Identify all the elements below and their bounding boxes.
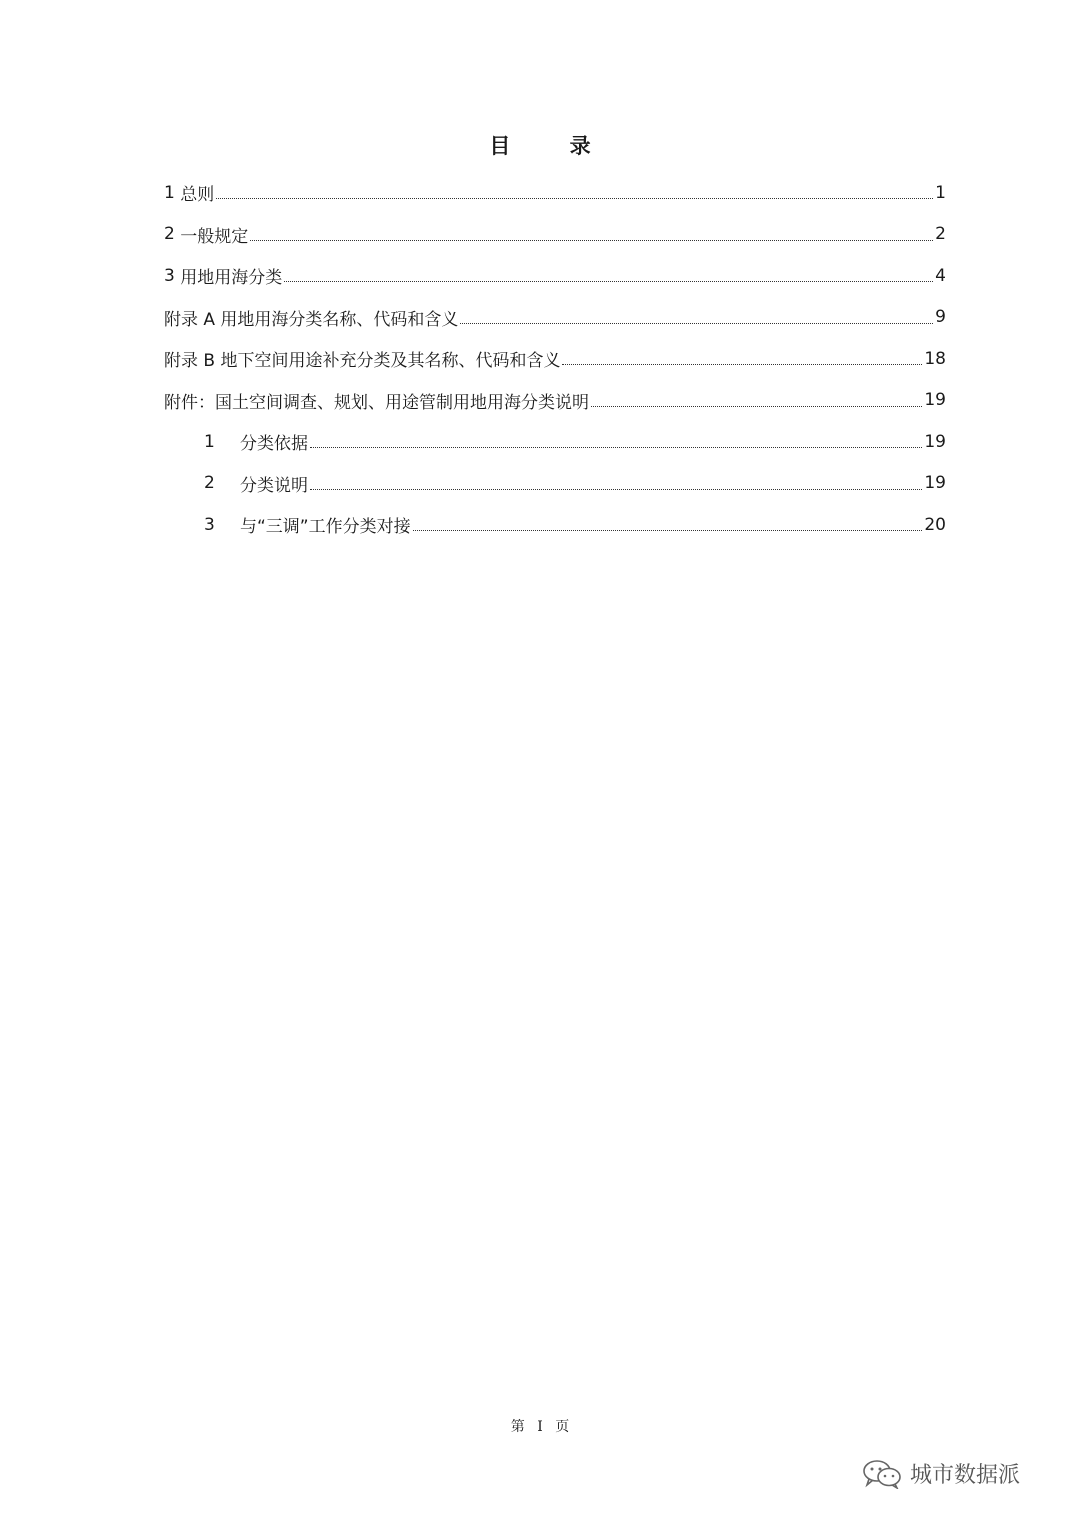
watermark-text: 城市数据派 [910, 1463, 1021, 1488]
toc-entry-page: 19 [924, 473, 946, 494]
toc-entry-label: 附录 B 地下空间用途补充分类及其名称、代码和含义 [164, 351, 561, 372]
toc-entry-page: 19 [924, 390, 946, 411]
toc-entry-label: 总则 [180, 185, 215, 206]
toc-entry-number: 2 [204, 473, 215, 494]
toc-entry[interactable] [164, 172, 946, 214]
toc-entry[interactable] [164, 214, 946, 256]
page-footer: 第 I 页 [510, 1419, 570, 1435]
wechat-icon [862, 1459, 902, 1489]
toc-entry-label: 与“三调”工作分类对接 [240, 517, 411, 538]
toc-entry-page: 18 [924, 348, 946, 369]
toc-entry-number: 1 [204, 431, 215, 452]
dot-leader [413, 530, 923, 531]
toc-entry-page: 4 [935, 265, 946, 286]
toc-entry-page: 19 [924, 431, 946, 452]
toc-entry-label: 分类依据 [240, 434, 308, 455]
toc-entry-number: 1 [164, 182, 181, 203]
toc-entry-label: 一般规定 [180, 226, 249, 247]
dot-leader [250, 240, 933, 241]
toc-entry-page: 20 [924, 514, 946, 535]
dot-leader [310, 489, 922, 490]
toc-entry-number: 2 [164, 224, 181, 245]
toc-entry-page: 9 [935, 307, 946, 328]
toc-entry[interactable] [164, 255, 946, 297]
toc-entry-page: 2 [935, 224, 946, 245]
toc-entry[interactable] [164, 463, 946, 505]
dot-leader [216, 198, 933, 199]
toc-entry[interactable] [164, 421, 946, 463]
toc-entry[interactable] [164, 504, 946, 546]
dot-leader [460, 323, 933, 324]
toc-entry[interactable] [164, 338, 946, 380]
toc-title: 目 录 [489, 134, 617, 158]
toc-entry-number: 3 [164, 265, 181, 286]
dot-leader [284, 281, 933, 282]
toc-entry-label: 附件：国土空间调查、规划、用途管制用地用海分类说明 [164, 392, 589, 413]
dot-leader [310, 447, 922, 448]
toc-entry-number: 3 [204, 514, 215, 535]
dot-leader [591, 406, 922, 407]
dot-leader [562, 364, 922, 365]
toc-entry-label: 用地用海分类 [180, 268, 283, 289]
toc-entry-label: 附录 A 用地用海分类名称、代码和含义 [164, 309, 459, 330]
toc-entry-page: 1 [935, 182, 946, 203]
toc-entry[interactable] [164, 297, 946, 339]
toc-entry-label: 分类说明 [240, 475, 308, 496]
toc-entry[interactable] [164, 380, 946, 422]
toc-list [164, 172, 946, 546]
watermark [862, 1458, 1020, 1489]
